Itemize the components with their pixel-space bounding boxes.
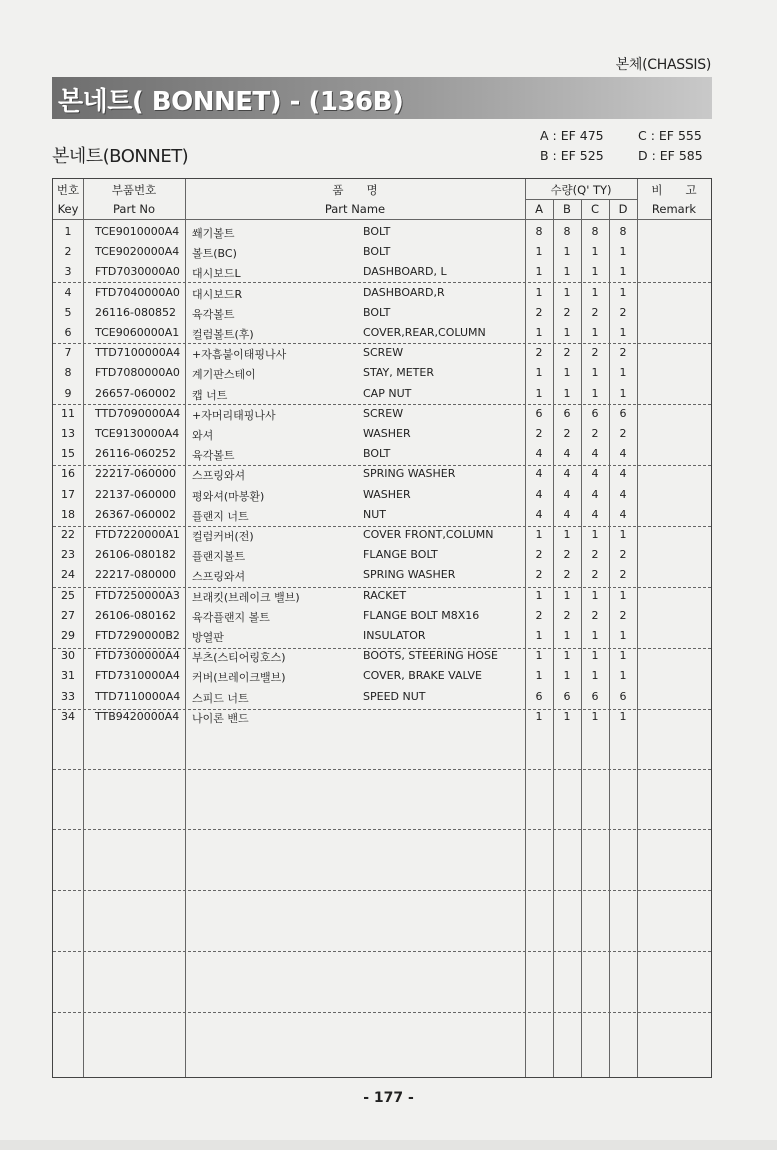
- row-qty-d: 1: [619, 649, 627, 663]
- row-qty-a: 1: [535, 528, 543, 541]
- row-part-no: FTD7040000A0: [95, 285, 180, 299]
- parts-table: [52, 178, 712, 1078]
- row-qty-c: 6: [591, 406, 599, 420]
- banner-title: 본네트( BONNET) - (136B): [58, 87, 404, 117]
- row-key: 30: [61, 649, 75, 663]
- row-part-no: FTD7310000A4: [95, 669, 180, 683]
- row-name-kr: 육각볼트: [192, 449, 235, 463]
- row-name-kr: 플랜지볼트: [192, 550, 246, 564]
- row-qty-c: 4: [591, 507, 599, 521]
- row-key: 24: [61, 568, 75, 582]
- row-qty-a: 2: [535, 608, 543, 622]
- model-c: C : EF 555: [638, 128, 702, 143]
- row-name-kr: 대시보드R: [192, 287, 243, 301]
- row-key: 15: [61, 447, 75, 461]
- row-qty-a: 1: [535, 326, 543, 339]
- row-qty-a: 1: [535, 629, 543, 642]
- row-name-en: SPRING WASHER: [363, 568, 456, 582]
- row-qty-a: 2: [535, 346, 543, 360]
- row-qty-c: 1: [591, 265, 599, 279]
- row-qty-b: 1: [563, 709, 571, 723]
- row-key: 7: [64, 346, 72, 360]
- row-key: 13: [61, 427, 75, 440]
- row-qty-b: 8: [563, 225, 571, 238]
- row-qty-d: 6: [619, 689, 627, 703]
- row-qty-d: 4: [619, 447, 627, 461]
- row-part-no: FTD7300000A4: [95, 649, 180, 663]
- row-part-no: 26367-060002: [95, 507, 176, 521]
- page-subtitle: 본네트(BONNET): [52, 146, 189, 167]
- row-name-en: COVER FRONT,COLUMN: [363, 528, 494, 541]
- section-label: 본체(CHASSIS): [615, 57, 711, 73]
- row-qty-b: 1: [563, 528, 571, 541]
- row-name-en: COVER,REAR,COLUMN: [363, 326, 486, 339]
- row-qty-a: 2: [535, 305, 543, 319]
- row-key: 4: [64, 285, 72, 299]
- row-name-kr: 방열판: [192, 631, 224, 644]
- row-qty-a: 1: [535, 669, 543, 683]
- row-qty-a: 4: [535, 447, 543, 461]
- row-qty-b: 4: [563, 487, 571, 501]
- row-key: 34: [61, 709, 75, 723]
- row-name-kr: 커버(브레이크밸브): [192, 671, 286, 685]
- row-qty-c: 1: [591, 245, 599, 259]
- row-part-no: 26657-060002: [95, 386, 176, 400]
- row-qty-d: 1: [619, 265, 627, 279]
- row-qty-b: 1: [563, 326, 571, 339]
- row-name-en: COVER, BRAKE VALVE: [363, 669, 482, 683]
- table-row: [53, 383, 711, 403]
- row-qty-c: 4: [591, 447, 599, 461]
- row-part-no: TCE9020000A4: [95, 245, 180, 259]
- row-qty-d: 2: [619, 568, 627, 582]
- row-qty-a: 1: [535, 386, 543, 400]
- row-key: 2: [64, 245, 72, 259]
- row-qty-c: 2: [591, 548, 599, 562]
- row-qty-a: 1: [535, 588, 543, 602]
- row-part-no: FTD7250000A3: [95, 588, 180, 602]
- row-qty-a: 4: [535, 507, 543, 521]
- row-name-kr: +자머리태핑나사: [192, 408, 276, 422]
- row-qty-b: 2: [563, 427, 571, 440]
- col-partno-kr: 부품번호: [111, 183, 157, 197]
- row-qty-d: 1: [619, 709, 627, 723]
- row-key: 22: [61, 528, 75, 541]
- table-row: [53, 625, 711, 645]
- row-qty-c: 1: [591, 669, 599, 683]
- model-a: A : EF 475: [540, 128, 604, 143]
- row-key: 23: [61, 548, 75, 562]
- table-row: [53, 484, 711, 504]
- row-part-no: 26116-060252: [95, 447, 176, 461]
- table-row: [53, 322, 711, 342]
- row-part-no: FTD7080000A0: [95, 366, 180, 380]
- row-qty-d: 1: [619, 528, 627, 541]
- row-key: 6: [64, 326, 72, 339]
- row-name-kr: 컬럼볼트(후): [192, 328, 254, 341]
- row-name-kr: 육각볼트: [192, 307, 235, 321]
- row-name-kr: 브래킷(브레이크 밸브): [192, 590, 300, 604]
- table-row: [53, 524, 711, 544]
- row-key: 25: [61, 588, 75, 602]
- row-name-kr: 플랜지 너트: [192, 509, 249, 523]
- row-qty-b: 4: [563, 447, 571, 461]
- col-qty-d: D: [618, 202, 628, 216]
- row-qty-d: 1: [619, 629, 627, 642]
- row-qty-c: 1: [591, 588, 599, 602]
- row-part-no: 26106-080182: [95, 548, 176, 562]
- row-key: 18: [61, 507, 75, 521]
- table-row: [53, 645, 711, 665]
- row-name-kr: 스프링와셔: [192, 469, 246, 483]
- row-part-no: 26106-080162: [95, 608, 176, 622]
- row-qty-b: 1: [563, 649, 571, 663]
- row-qty-d: 2: [619, 548, 627, 562]
- row-qty-d: 4: [619, 487, 627, 501]
- row-name-en: DASHBOARD,R: [363, 285, 445, 299]
- row-key: 11: [61, 406, 75, 420]
- row-key: 1: [64, 225, 72, 238]
- row-part-no: FTD7030000A0: [95, 265, 180, 279]
- row-qty-b: 6: [563, 689, 571, 703]
- col-qty: 수량(Q' TY): [550, 183, 612, 197]
- row-qty-b: 2: [563, 305, 571, 319]
- row-qty-c: 4: [591, 487, 599, 501]
- row-name-en: FLANGE BOLT: [363, 548, 438, 562]
- row-key: 17: [61, 487, 75, 501]
- row-part-no: TTB9420000A4: [95, 709, 180, 723]
- table-row: [53, 403, 711, 423]
- row-qty-c: 1: [591, 629, 599, 642]
- row-name-kr: 와셔: [192, 429, 214, 442]
- row-qty-c: 2: [591, 568, 599, 582]
- row-qty-b: 1: [563, 386, 571, 400]
- row-part-no: TTD7100000A4: [95, 346, 181, 360]
- row-qty-b: 1: [563, 629, 571, 642]
- table-row: [53, 605, 711, 625]
- row-qty-c: 8: [591, 225, 599, 238]
- row-part-no: 22137-060000: [95, 487, 176, 501]
- row-qty-a: 4: [535, 487, 543, 501]
- row-name-en: STAY, METER: [363, 366, 434, 380]
- row-qty-d: 1: [619, 285, 627, 299]
- row-qty-b: 4: [563, 507, 571, 521]
- model-d: D : EF 585: [638, 148, 703, 163]
- row-qty-b: 1: [563, 366, 571, 380]
- col-qty-b: B: [563, 202, 571, 216]
- row-qty-a: 1: [535, 649, 543, 663]
- row-qty-d: 2: [619, 608, 627, 622]
- row-name-kr: 대시보드L: [192, 267, 241, 281]
- table-row: [53, 282, 711, 302]
- row-qty-d: 6: [619, 406, 627, 420]
- row-qty-d: 2: [619, 305, 627, 319]
- row-name-en: DASHBOARD, L: [363, 265, 447, 279]
- row-qty-c: 1: [591, 386, 599, 400]
- row-qty-d: 2: [619, 427, 627, 440]
- row-qty-c: 1: [591, 709, 599, 723]
- row-qty-a: 1: [535, 265, 543, 279]
- table-row: [53, 706, 711, 726]
- row-qty-c: 2: [591, 305, 599, 319]
- row-qty-c: 1: [591, 326, 599, 339]
- row-qty-b: 4: [563, 467, 571, 481]
- row-name-kr: 스피드 너트: [192, 691, 249, 705]
- row-qty-a: 1: [535, 366, 543, 380]
- row-name-kr: 계기판스테이: [192, 368, 256, 382]
- row-qty-a: 1: [535, 709, 543, 723]
- row-qty-d: 1: [619, 366, 627, 380]
- row-key: 16: [61, 467, 75, 481]
- row-name-kr: 캡 너트: [192, 388, 228, 402]
- row-qty-c: 6: [591, 689, 599, 703]
- row-name-kr: 쐐기볼트: [192, 227, 235, 240]
- row-part-no: TTD7090000A4: [95, 406, 181, 420]
- row-part-no: TTD7110000A4: [95, 689, 181, 703]
- row-qty-b: 2: [563, 608, 571, 622]
- table-row: [53, 564, 711, 584]
- row-name-en: BOLT: [363, 225, 391, 238]
- row-qty-b: 1: [563, 245, 571, 259]
- row-name-en: FLANGE BOLT M8X16: [363, 608, 480, 622]
- row-name-en: BOLT: [363, 447, 391, 461]
- row-name-kr: 육각플랜지 볼트: [192, 610, 270, 624]
- row-name-en: WASHER: [363, 487, 411, 501]
- row-name-en: INSULATOR: [363, 629, 426, 642]
- col-partno-en: Part No: [113, 202, 155, 216]
- row-qty-a: 6: [535, 689, 543, 703]
- row-qty-b: 2: [563, 568, 571, 582]
- row-qty-d: 1: [619, 386, 627, 400]
- table-row: [53, 342, 711, 362]
- row-qty-d: 4: [619, 467, 627, 481]
- row-qty-d: 1: [619, 669, 627, 683]
- row-qty-d: 2: [619, 346, 627, 360]
- row-qty-b: 1: [563, 265, 571, 279]
- row-qty-c: 1: [591, 528, 599, 541]
- row-qty-a: 2: [535, 548, 543, 562]
- row-name-en: SCREW: [363, 406, 404, 420]
- row-qty-b: 1: [563, 588, 571, 602]
- row-qty-a: 8: [535, 225, 543, 238]
- row-qty-b: 1: [563, 285, 571, 299]
- row-key: 8: [64, 366, 72, 380]
- table-row: [53, 585, 711, 605]
- row-name-kr: 부츠(스티어링호스): [192, 651, 286, 665]
- row-qty-b: 1: [563, 669, 571, 683]
- row-key: 29: [61, 629, 75, 642]
- row-part-no: TCE9060000A1: [95, 326, 180, 339]
- row-qty-d: 4: [619, 507, 627, 521]
- row-qty-a: 2: [535, 427, 543, 440]
- row-key: 9: [64, 386, 72, 400]
- table-row: [53, 544, 711, 564]
- row-qty-c: 1: [591, 649, 599, 663]
- row-qty-d: 1: [619, 326, 627, 339]
- row-key: 33: [61, 689, 75, 703]
- row-qty-c: 2: [591, 346, 599, 360]
- row-name-kr: 나이론 밴드: [192, 711, 249, 725]
- row-name-en: RACKET: [363, 588, 407, 602]
- col-qty-c: C: [590, 202, 600, 216]
- table-row: [53, 362, 711, 382]
- col-remark-kr: 비 고: [651, 183, 697, 197]
- row-name-en: SCREW: [363, 346, 404, 360]
- row-name-kr: 평와셔(마봉환): [192, 489, 265, 503]
- title-banner: [52, 77, 712, 119]
- row-qty-b: 2: [563, 548, 571, 562]
- row-name-kr: 스프링와셔: [192, 570, 246, 584]
- row-qty-a: 1: [535, 285, 543, 299]
- row-qty-d: 8: [619, 225, 627, 238]
- table-row: [53, 463, 711, 483]
- row-qty-c: 2: [591, 427, 599, 440]
- row-name-kr: 볼트(BC): [192, 247, 237, 261]
- model-b: B : EF 525: [540, 148, 604, 163]
- table-row: [53, 241, 711, 261]
- row-key: 31: [61, 669, 75, 683]
- row-part-no: FTD7290000B2: [95, 629, 180, 642]
- table-row: [53, 686, 711, 706]
- table-row: [53, 302, 711, 322]
- row-part-no: TCE9130000A4: [95, 427, 180, 440]
- col-qty-a: A: [535, 202, 543, 216]
- row-name-en: WASHER: [363, 427, 411, 440]
- table-row: [53, 504, 711, 524]
- row-qty-b: 6: [563, 406, 571, 420]
- row-qty-b: 2: [563, 346, 571, 360]
- col-remark-en: Remark: [651, 202, 697, 216]
- row-name-en: SPEED NUT: [363, 689, 426, 703]
- row-key: 3: [64, 265, 72, 279]
- table-row: [53, 443, 711, 463]
- col-key-en: Key: [57, 202, 79, 216]
- row-name-kr: 컬럼커버(전): [192, 530, 254, 543]
- table-row: [53, 665, 711, 685]
- table-row: [53, 221, 711, 241]
- row-qty-a: 4: [535, 467, 543, 481]
- col-key-kr: 번호: [56, 183, 80, 197]
- row-name-en: BOOTS, STEERING HOSE: [363, 649, 498, 663]
- row-qty-c: 1: [591, 366, 599, 380]
- row-key: 27: [61, 608, 75, 622]
- row-part-no: 26116-080852: [95, 305, 176, 319]
- row-qty-d: 1: [619, 588, 627, 602]
- table-row: [53, 423, 711, 443]
- row-part-no: FTD7220000A1: [95, 528, 180, 541]
- row-name-en: CAP NUT: [363, 386, 412, 400]
- table-row: [53, 261, 711, 281]
- row-part-no: 22217-080000: [95, 568, 176, 582]
- row-qty-c: 4: [591, 467, 599, 481]
- row-qty-d: 1: [619, 245, 627, 259]
- row-name-en: SPRING WASHER: [363, 467, 456, 481]
- row-qty-a: 2: [535, 568, 543, 582]
- row-name-en: BOLT: [363, 305, 391, 319]
- row-qty-a: 1: [535, 245, 543, 259]
- row-name-kr: +자흠붙이태핑나사: [192, 348, 287, 362]
- row-name-en: BOLT: [363, 245, 391, 259]
- col-name-kr: 품 명: [332, 183, 378, 197]
- row-part-no: TCE9010000A4: [95, 225, 180, 238]
- row-part-no: 22217-060000: [95, 467, 176, 481]
- page-number: - 177 -: [363, 1090, 414, 1106]
- row-qty-c: 1: [591, 285, 599, 299]
- row-name-en: NUT: [363, 507, 386, 521]
- row-qty-a: 6: [535, 406, 543, 420]
- row-key: 5: [64, 305, 72, 319]
- col-name-en: Part Name: [324, 202, 386, 216]
- row-qty-c: 2: [591, 608, 599, 622]
